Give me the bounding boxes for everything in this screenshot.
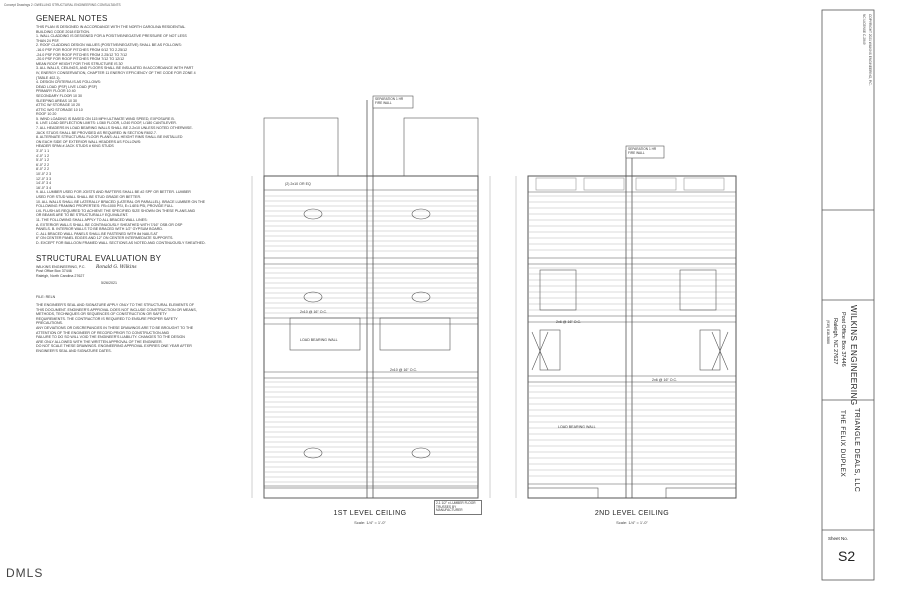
general-note-line: 6. LIVE LOAD DEFLECTION LIMITS: L/360 FLOOR, L/240 ROOF, L/180 CANTILEVER. bbox=[36, 121, 177, 126]
general-note-line: A. EXTERIOR WALLS SHALL BE CONTINUOUSLY SHEATHED WITH 7/16" OSB OR OSP bbox=[36, 222, 183, 227]
plan1-outline bbox=[264, 176, 478, 498]
title-block-firm-phone: (919) 818-3880 bbox=[826, 320, 830, 344]
general-note-line: IV, ENERGY CONSERVATION, CHAPTER 11 ENERGY EFFICIENCY OF THE CODE FOR ZONE 4 bbox=[36, 70, 196, 75]
plan2-beam-label-a: 2x6 @ 16" O.C. bbox=[556, 320, 582, 324]
dmls-watermark: DMLS bbox=[6, 566, 44, 580]
general-note-line: SLEEPING AREAS 10 30 bbox=[36, 98, 77, 103]
sheet-header-text: Concept Drawings 2: DWELLING STRUCTURAL ENGINEERING CONSULTANTS bbox=[4, 3, 121, 7]
disclaimer-line: ANY DEVIATIONS OR DISCREPANCIES IN THESE DRAWINGS ARE TO BE BROUGHT TO THE bbox=[36, 326, 194, 331]
plan2-beam-label-b: 2x6 @ 16" O.C. bbox=[652, 378, 678, 382]
file-label: FILE: RELN bbox=[36, 294, 56, 299]
general-note-line: 11. THE FOLLOWING SHALL APPLY TO ALL BRACED WALL LINES: bbox=[36, 217, 148, 222]
plan1-truss-note: 2-1 1/2" x LUMBER FLOOR TRUSSES BY MANUFACTURER bbox=[434, 500, 482, 515]
stair-room-right bbox=[380, 318, 450, 350]
general-note-line: 1. WALL CLADDING IS DESIGNED FOR A POSITIVE/NEGATIVE PRESSURE OF NOT LESS bbox=[36, 34, 187, 39]
sheet-number: S2 bbox=[838, 548, 856, 564]
general-note-line: PRIMARY FLOOR 10 40 bbox=[36, 89, 76, 94]
general-note-line: ROOF 10 20 bbox=[36, 112, 57, 117]
general-note-line: 12'-0" 3 3 bbox=[36, 176, 52, 181]
general-note-line: ATTIC W/ STORAGE 10 20 bbox=[36, 103, 81, 108]
plan-2nd-level-ceiling bbox=[516, 146, 736, 498]
general-note-line: -24.0 PSF FOR ROOF PITCHES FROM 2.25/12 TO 7/12 bbox=[36, 52, 128, 57]
plan2-load-bearing-label: LOAD BEARING WALL bbox=[558, 425, 596, 429]
title-block-frame bbox=[822, 10, 874, 580]
general-note-line: 5. WIND LOADING IS BASED ON 115 MPH ULTIMATE WIND SPEED, EXPOSURE B. bbox=[36, 116, 175, 121]
general-note-line: OR BEAMS ARE TO BE STRUCTURALLY EQUIVALENT. bbox=[36, 213, 129, 218]
plan2-scale: Scale: 1/4" = 1'-0" bbox=[616, 520, 648, 525]
general-note-line: 7. ALL HEADERS IN LOAD BEARING WALLS SHALL BE 2-2x10 UNLESS NOTED OTHERWISE. bbox=[36, 126, 193, 131]
general-note-line: 4'-0" 1 2 bbox=[36, 153, 50, 158]
general-note-line: HEADER SPAN # JACK STUDS # KING STUDS bbox=[36, 144, 114, 149]
general-note-line: 16'-0" 3 4 bbox=[36, 185, 52, 190]
disclaimer-line: REQUIREMENTS. THE CONTRACTOR IS REQUIRED TO ENSURE PROPER SAFETY bbox=[36, 316, 178, 321]
general-note-line: D. EXCEPT FOR BALLOON FRAMED WALL SECTIONS AS NOTED AND CONTINUOUSLY SHEATHED. bbox=[36, 240, 206, 245]
general-note-line: SECONDARY FLOOR 10 30 bbox=[36, 93, 83, 98]
disclaimer-line: PRECAUTIONS. bbox=[36, 321, 63, 326]
general-note-line: DEAD LOAD (PSF) LIVE LOAD (PSF) bbox=[36, 84, 98, 89]
plan1-load-bearing-label: LOAD BEARING WALL bbox=[300, 338, 338, 342]
disclaimer-line: THIS DOCUMENT. ENGINEER'S APPROVAL DOES NOT INCLUDE CONSTRUCTION OR MEANS, bbox=[36, 307, 197, 312]
general-note-line: 3'-0" 1 1 bbox=[36, 149, 50, 154]
title-block-firm-city: Raleigh, NC 27627 bbox=[832, 318, 838, 365]
general-note-line: -16.0 PSF FOR ROOF PITCHES FROM 0/12 TO 2.25/12 bbox=[36, 47, 128, 52]
title-block-firm-address: Post Office Box 37446 bbox=[840, 312, 846, 367]
general-note-line: 14'-0" 3 4 bbox=[36, 181, 52, 186]
general-note-line: 8. ALTERNATE STRUCTURAL FLOOR PLANS: ALL HEIGHT RIMS SHALL BE INSTALLED bbox=[36, 135, 183, 140]
general-note-line: 2. ROOF CLADDING DESIGN VALUES (POSITIVE/NEGATIVE) SHALL BE AS FOLLOWS: bbox=[36, 43, 182, 48]
plan-1st-level-ceiling bbox=[252, 96, 490, 498]
plan2-title: 2ND LEVEL CEILING bbox=[594, 510, 670, 517]
general-note-line: MEAN ROOF HEIGHT FOR THIS STRUCTURE IS 30' bbox=[36, 61, 124, 66]
stair-room-left bbox=[290, 318, 360, 350]
general-note-line: THIS PLAN IS DESIGNED IN ACCORDANCE WITH THE NORTH CAROLINA RESIDENTIAL bbox=[36, 25, 186, 29]
general-note-line: C. ALL BRACED WALL PANELS SHALL BE FASTENED WITH 8d NAILS AT bbox=[36, 231, 158, 236]
plan1-fire-wall-callout: SEPARATION 1 HR FIRE WALL bbox=[375, 97, 404, 105]
disclaimer-line: DO NOT SCALE THESE DRAWINGS. ENGINEERING APPROVAL EXPIRES ONE YEAR AFTER bbox=[36, 344, 192, 349]
title-block-firm: WILKINS ENGINEERING bbox=[849, 305, 858, 406]
disclaimer-line: ENGINEER'S SEAL AND SIGNATURE DATES. bbox=[36, 349, 112, 354]
general-note-line: 6'-0" 2 2 bbox=[36, 162, 50, 167]
evaluation-date: 5/26/2021 bbox=[101, 280, 117, 285]
general-note-line: PANELS. B. INTERIOR WALLS TO BE BRACED WITH 1/2" GYPSUM BOARD. bbox=[36, 227, 163, 232]
general-note-line: 5'-0" 1 2 bbox=[36, 158, 50, 163]
general-note-line: FOLLOWING FRAMING PROPERTIES: FB=1000 PSI, E=1.6E6 PSI, PROVIDE FULL bbox=[36, 204, 174, 209]
title-block-client: TRIANGLE DEALS, LLC bbox=[853, 408, 860, 493]
general-note-line: 4. DESIGN CRITERIA IS AS FOLLOWS: bbox=[36, 80, 101, 85]
plan1-beam-label-c: 2x10 @ 16" O.C. bbox=[390, 368, 418, 372]
general-note-line: 10'-0" 2 3 bbox=[36, 172, 52, 176]
general-notes-title: GENERAL NOTES bbox=[36, 14, 108, 23]
general-note-line: 8'-0" 2 2 bbox=[36, 167, 50, 172]
general-note-line: LVL FLUSH AS REQUIRED TO ACHIEVE THE SPECIFIED SIZE SHOWN ON THESE PLANS AND bbox=[36, 208, 196, 213]
disclaimer-line: ATTENTION OF THE ENGINEER OF RECORD PRIOR TO CONSTRUCTION AND bbox=[36, 330, 170, 335]
porch-outline-right bbox=[404, 118, 478, 176]
plan1-title: 1ST LEVEL CEILING bbox=[333, 510, 407, 517]
disclaimer-line: ARE ONLY ALLOWED WITH THE WRITTEN APPROVAL OF THE ENGINEER. bbox=[36, 339, 163, 344]
general-note-line: JACK STUDS SHALL BE PROVIDED AS REQUIRED IN SECTION R602.7. bbox=[36, 130, 157, 135]
plan1-scale: Scale: 1/4" = 1'-0" bbox=[354, 520, 386, 525]
evaluation-firm-line: Post Office Box 37446 bbox=[36, 269, 72, 274]
general-note-line: THAN 24 PSF. bbox=[36, 38, 60, 43]
plan1-bottom-band bbox=[264, 488, 478, 498]
title-block-project: THE FELIX DUPLEX bbox=[839, 410, 846, 478]
general-note-line: -20.0 PSF FOR ROOF PITCHES FROM 7/12 TO 12/12 bbox=[36, 57, 125, 62]
general-note-line: 6" ON CENTER PANEL EDGES AND 12" ON CENTER INTERMEDIATE SUPPORTS. bbox=[36, 236, 174, 241]
general-note-line: (TABLE 402.1). bbox=[36, 75, 61, 80]
general-note-line: BUILDING CODE 2018 EDITION. bbox=[36, 29, 90, 34]
general-note-line: 9. ALL LUMBER USED FOR JOISTS AND RAFTERS SHALL BE #2 SPF OR BETTER. LUMBER bbox=[36, 190, 191, 195]
structural-evaluation-title: STRUCTURAL EVALUATION BY bbox=[36, 253, 162, 263]
title-block-copyright: COPYRIGHT 2021 WILKINS ENGINEERING, P.C. bbox=[868, 14, 872, 86]
evaluation-firm-line: WILKINS ENGINEERING, P.C. bbox=[36, 264, 86, 269]
porch-outline-left bbox=[264, 118, 338, 176]
disclaimer-line: THE ENGINEER'S SEAL AND SIGNATURE APPLY ONLY TO THE STRUCTURAL ELEMENTS OF bbox=[36, 303, 195, 308]
sheet-number-label: Sheet No. bbox=[828, 536, 849, 541]
engineer-signature: Ronald G. Wilkins bbox=[96, 264, 137, 270]
general-note-line: USED FOR STUD WALL SHALL BE STUD GRADE OR BETTER. bbox=[36, 194, 142, 199]
general-note-line: 3. ALL WALLS, CEILINGS, AND FLOORS SHALL BE INSULATED IN ACCORDANCE WITH PART bbox=[36, 66, 194, 71]
plan2-fire-wall-callout: SEPARATION 1 HR FIRE WALL bbox=[628, 147, 657, 155]
plan1-beam-label-a: (2) 2x10 OR EQ bbox=[285, 182, 311, 186]
general-note-line: 10. ALL WALLS SHALL BE LATERALLY BRACED (LATERAL OR PARALLEL). BRACE LUMBER ON THE bbox=[36, 199, 206, 204]
general-note-line: ATTIC W/O STORAGE 10 10 bbox=[36, 107, 83, 112]
title-block-license: NC LICENSE C-2849 bbox=[862, 14, 866, 45]
general-note-line: ON EACH SIDE OF EXTERIOR WALL HEADERS AS FOLLOWS: bbox=[36, 139, 142, 144]
evaluation-firm-line: Raleigh, North Carolina 27627 bbox=[36, 273, 85, 278]
plan1-beam-label-b: 2x10 @ 16" O.C. bbox=[300, 310, 328, 314]
disclaimer-line: METHODS, TECHNIQUES OR SEQUENCES OF CONSTRUCTION OR SAFETY bbox=[36, 312, 167, 317]
disclaimer-line: FAILURE TO DO SO WILL VOID THE ENGINEER'S LIABILITY. CHANGES TO THE DESIGN bbox=[36, 335, 185, 340]
